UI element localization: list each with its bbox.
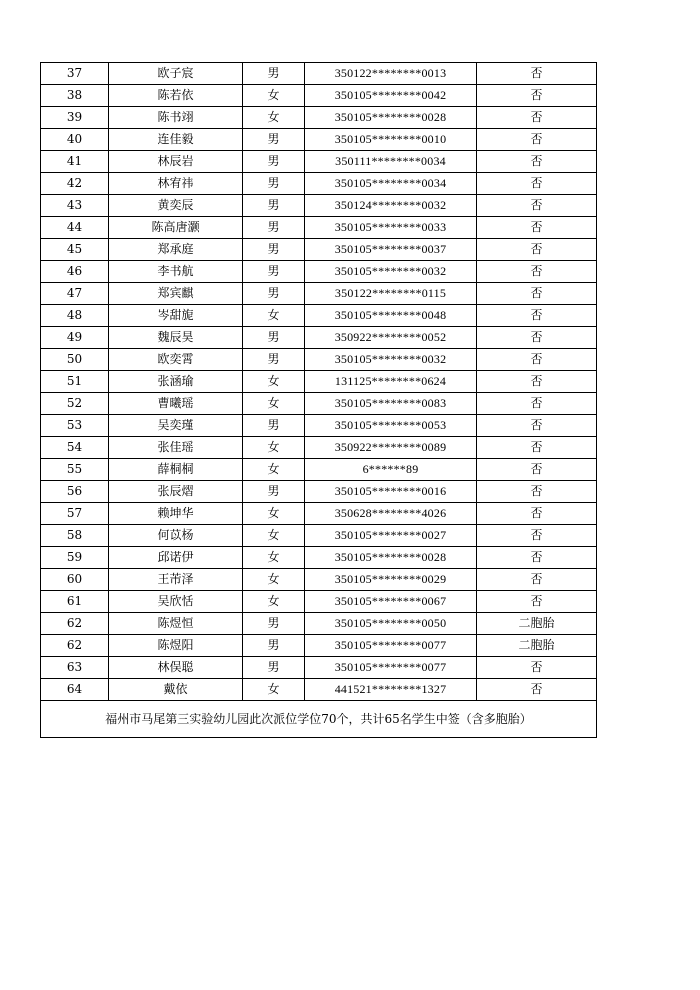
multiple-birth-cell: 否 (477, 151, 597, 173)
gender-cell: 女 (243, 547, 305, 569)
student-name-cell: 郑承庭 (109, 239, 243, 261)
multiple-birth-cell: 二胞胎 (477, 635, 597, 657)
table-row (41, 591, 597, 613)
id-number-cell: 350105********0050 (305, 613, 477, 635)
serial-number-cell: 63 (41, 657, 109, 679)
id-number-cell: 350105********0048 (305, 305, 477, 327)
id-number-cell: 350105********0029 (305, 569, 477, 591)
gender-cell: 男 (243, 261, 305, 283)
table-row (41, 283, 597, 305)
multiple-birth-cell: 否 (477, 327, 597, 349)
serial-number-cell: 49 (41, 327, 109, 349)
gender-cell: 男 (243, 173, 305, 195)
multiple-birth-cell: 否 (477, 437, 597, 459)
multiple-birth-cell: 否 (477, 283, 597, 305)
serial-number-cell: 58 (41, 525, 109, 547)
serial-number-cell: 43 (41, 195, 109, 217)
serial-number-cell: 54 (41, 437, 109, 459)
student-name-cell: 吴奕瑾 (109, 415, 243, 437)
student-name-cell: 戴依 (109, 679, 243, 701)
multiple-birth-cell: 否 (477, 261, 597, 283)
multiple-birth-cell: 否 (477, 217, 597, 239)
serial-number-cell: 50 (41, 349, 109, 371)
student-name-cell: 王芾泽 (109, 569, 243, 591)
id-number-cell: 350105********0053 (305, 415, 477, 437)
table-row (41, 63, 597, 85)
table-row (41, 173, 597, 195)
gender-cell: 男 (243, 349, 305, 371)
gender-cell: 女 (243, 525, 305, 547)
table-row (41, 217, 597, 239)
multiple-birth-cell: 否 (477, 525, 597, 547)
table-row (41, 547, 597, 569)
student-name-cell: 张佳瑶 (109, 437, 243, 459)
table-body (41, 63, 597, 701)
student-name-cell: 吴欣恬 (109, 591, 243, 613)
student-name-cell: 黄奕辰 (109, 195, 243, 217)
serial-number-cell: 45 (41, 239, 109, 261)
id-number-cell: 350105********0083 (305, 393, 477, 415)
id-number-cell: 350105********0077 (305, 635, 477, 657)
table-row (41, 657, 597, 679)
table-row (41, 151, 597, 173)
serial-number-cell: 37 (41, 63, 109, 85)
gender-cell: 男 (243, 239, 305, 261)
gender-cell: 女 (243, 107, 305, 129)
serial-number-cell: 44 (41, 217, 109, 239)
multiple-birth-cell: 否 (477, 547, 597, 569)
serial-number-cell: 40 (41, 129, 109, 151)
student-name-cell: 何苡杨 (109, 525, 243, 547)
gender-cell: 男 (243, 283, 305, 305)
serial-number-cell: 59 (41, 547, 109, 569)
serial-number-cell: 61 (41, 591, 109, 613)
serial-number-cell: 53 (41, 415, 109, 437)
multiple-birth-cell: 否 (477, 107, 597, 129)
id-number-cell: 350628********4026 (305, 503, 477, 525)
gender-cell: 女 (243, 503, 305, 525)
gender-cell: 女 (243, 371, 305, 393)
serial-number-cell: 60 (41, 569, 109, 591)
gender-cell: 男 (243, 327, 305, 349)
gender-cell: 女 (243, 459, 305, 481)
multiple-birth-cell: 否 (477, 393, 597, 415)
student-name-cell: 陈若依 (109, 85, 243, 107)
multiple-birth-cell: 否 (477, 305, 597, 327)
serial-number-cell: 56 (41, 481, 109, 503)
table-row (41, 569, 597, 591)
student-name-cell: 曹曦瑶 (109, 393, 243, 415)
student-name-cell: 陈书翊 (109, 107, 243, 129)
multiple-birth-cell: 否 (477, 569, 597, 591)
multiple-birth-cell: 否 (477, 85, 597, 107)
student-name-cell: 陈煜阳 (109, 635, 243, 657)
multiple-birth-cell: 否 (477, 503, 597, 525)
serial-number-cell: 52 (41, 393, 109, 415)
lottery-result-table (40, 62, 597, 738)
table-row (41, 195, 597, 217)
serial-number-cell: 57 (41, 503, 109, 525)
multiple-birth-cell: 否 (477, 459, 597, 481)
table-row (41, 437, 597, 459)
id-number-cell: 350122********0013 (305, 63, 477, 85)
student-name-cell: 林辰岩 (109, 151, 243, 173)
footer-row (41, 701, 597, 738)
id-number-cell: 350105********0067 (305, 591, 477, 613)
serial-number-cell: 47 (41, 283, 109, 305)
student-name-cell: 欧奕霄 (109, 349, 243, 371)
serial-number-cell: 55 (41, 459, 109, 481)
table-row (41, 459, 597, 481)
id-number-cell: 350105********0037 (305, 239, 477, 261)
multiple-birth-cell: 否 (477, 657, 597, 679)
multiple-birth-cell: 否 (477, 129, 597, 151)
student-name-cell: 邱诺伊 (109, 547, 243, 569)
id-number-cell: 350124********0032 (305, 195, 477, 217)
gender-cell: 女 (243, 591, 305, 613)
id-number-cell: 350122********0115 (305, 283, 477, 305)
id-number-cell: 350105********0033 (305, 217, 477, 239)
student-name-cell: 张辰熠 (109, 481, 243, 503)
serial-number-cell: 51 (41, 371, 109, 393)
gender-cell: 女 (243, 85, 305, 107)
multiple-birth-cell: 否 (477, 349, 597, 371)
multiple-birth-cell: 否 (477, 195, 597, 217)
table-row (41, 305, 597, 327)
table-row (41, 371, 597, 393)
table-row (41, 503, 597, 525)
gender-cell: 男 (243, 415, 305, 437)
serial-number-cell: 38 (41, 85, 109, 107)
table-row (41, 349, 597, 371)
student-name-cell: 岑甜旎 (109, 305, 243, 327)
gender-cell: 男 (243, 63, 305, 85)
student-name-cell: 陈高唐灏 (109, 217, 243, 239)
id-number-cell: 350105********0034 (305, 173, 477, 195)
table-row (41, 261, 597, 283)
table-row (41, 415, 597, 437)
serial-number-cell: 48 (41, 305, 109, 327)
gender-cell: 男 (243, 481, 305, 503)
serial-number-cell: 46 (41, 261, 109, 283)
gender-cell: 女 (243, 393, 305, 415)
multiple-birth-cell: 否 (477, 415, 597, 437)
footer-note: 福州市马尾第三实验幼儿园此次派位学位70个，共计65名学生中签（含多胞胎） (41, 701, 597, 738)
id-number-cell: 350105********0042 (305, 85, 477, 107)
table-row (41, 239, 597, 261)
id-number-cell: 350111********0034 (305, 151, 477, 173)
gender-cell: 女 (243, 437, 305, 459)
id-number-cell: 6******89 (305, 459, 477, 481)
student-name-cell: 张涵瑜 (109, 371, 243, 393)
id-number-cell: 350105********0010 (305, 129, 477, 151)
student-name-cell: 欧子宸 (109, 63, 243, 85)
id-number-cell: 350105********0032 (305, 261, 477, 283)
multiple-birth-cell: 否 (477, 591, 597, 613)
id-number-cell: 350105********0016 (305, 481, 477, 503)
id-number-cell: 350922********0089 (305, 437, 477, 459)
gender-cell: 女 (243, 305, 305, 327)
student-name-cell: 陈煜恒 (109, 613, 243, 635)
gender-cell: 男 (243, 657, 305, 679)
table-row (41, 635, 597, 657)
gender-cell: 女 (243, 679, 305, 701)
table-row (41, 613, 597, 635)
gender-cell: 男 (243, 635, 305, 657)
table-row (41, 107, 597, 129)
student-name-cell: 郑宾麒 (109, 283, 243, 305)
id-number-cell: 131125********0624 (305, 371, 477, 393)
student-name-cell: 林俣聪 (109, 657, 243, 679)
id-number-cell: 350105********0027 (305, 525, 477, 547)
gender-cell: 男 (243, 151, 305, 173)
student-name-cell: 连佳毅 (109, 129, 243, 151)
gender-cell: 男 (243, 129, 305, 151)
table-row (41, 525, 597, 547)
id-number-cell: 350105********0032 (305, 349, 477, 371)
serial-number-cell: 42 (41, 173, 109, 195)
multiple-birth-cell: 否 (477, 371, 597, 393)
serial-number-cell: 62 (41, 613, 109, 635)
multiple-birth-cell: 否 (477, 63, 597, 85)
table-row (41, 679, 597, 701)
multiple-birth-cell: 否 (477, 481, 597, 503)
gender-cell: 女 (243, 569, 305, 591)
table-row (41, 481, 597, 503)
multiple-birth-cell: 二胞胎 (477, 613, 597, 635)
student-name-cell: 薛桐桐 (109, 459, 243, 481)
multiple-birth-cell: 否 (477, 239, 597, 261)
table-row (41, 327, 597, 349)
gender-cell: 男 (243, 613, 305, 635)
table-row (41, 129, 597, 151)
id-number-cell: 441521********1327 (305, 679, 477, 701)
table-row (41, 393, 597, 415)
student-name-cell: 李书航 (109, 261, 243, 283)
serial-number-cell: 41 (41, 151, 109, 173)
id-number-cell: 350105********0028 (305, 547, 477, 569)
id-number-cell: 350105********0028 (305, 107, 477, 129)
table-row (41, 85, 597, 107)
gender-cell: 男 (243, 217, 305, 239)
serial-number-cell: 64 (41, 679, 109, 701)
student-name-cell: 魏辰昊 (109, 327, 243, 349)
multiple-birth-cell: 否 (477, 173, 597, 195)
student-name-cell: 林宥祎 (109, 173, 243, 195)
serial-number-cell: 39 (41, 107, 109, 129)
student-name-cell: 赖坤华 (109, 503, 243, 525)
id-number-cell: 350922********0052 (305, 327, 477, 349)
multiple-birth-cell: 否 (477, 679, 597, 701)
gender-cell: 男 (243, 195, 305, 217)
serial-number-cell: 62 (41, 635, 109, 657)
id-number-cell: 350105********0077 (305, 657, 477, 679)
